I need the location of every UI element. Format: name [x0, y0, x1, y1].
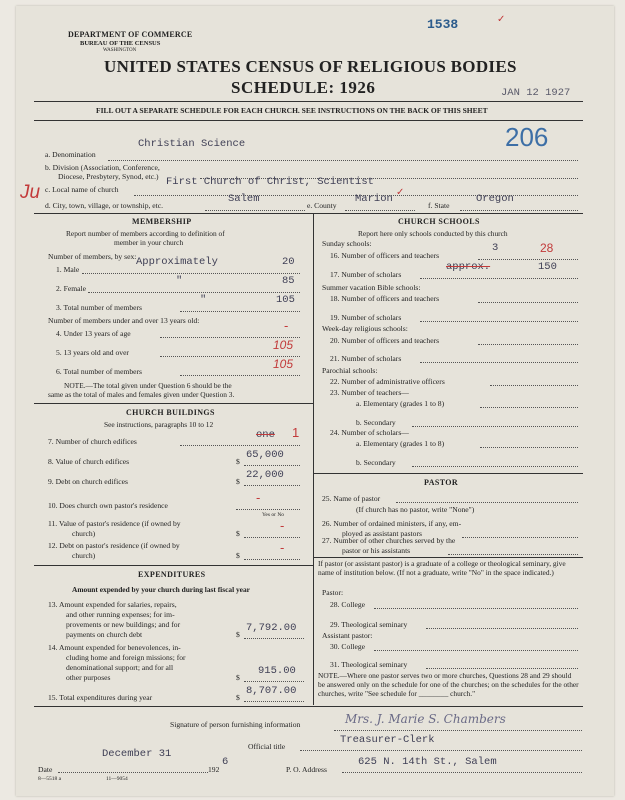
q1-line [82, 273, 300, 274]
q7-line [180, 445, 300, 446]
q3-line [180, 311, 300, 312]
q14-label-3: denominational support; and for all [66, 663, 174, 672]
q14-dollar: $ [236, 673, 240, 682]
signature-line [334, 730, 582, 731]
college-note: If pastor (or assistant pastor) is a graduate of a college or theological seminary, give name of institution below. (If not a graduate, write "No" in the space indicated.) [318, 559, 566, 577]
date-value: December 31 [102, 748, 172, 760]
expenditures-sub: Amount expended by your church during last fiscal year [72, 585, 250, 594]
q13-label-2: and other running expenses; for im- [66, 610, 175, 619]
q18-label: 18. Number of officers and teachers [330, 294, 440, 303]
buildings-heading: CHURCH BUILDINGS [126, 408, 215, 417]
q28-label: 28. College [330, 600, 366, 609]
q26-label-2: ployed as assistant pastors [342, 529, 422, 538]
q11-label: 11. Value of pastor's residence (if owned by [48, 519, 181, 528]
county-line [345, 210, 415, 211]
date-line [58, 772, 208, 773]
q12-dollar: $ [236, 551, 240, 560]
q14-label-2: cluding home and foreign missions; for [66, 653, 186, 662]
buildings-sub: See instructions, paragraphs 10 to 12 [104, 420, 214, 429]
q24a-line [480, 447, 578, 448]
membership-intro: Report number of members according to definition of [66, 229, 225, 238]
q26-line [462, 537, 578, 538]
q31-label: 31. Theological seminary [330, 660, 408, 669]
pastor-mid-rule [313, 557, 583, 558]
q10-value: - [256, 490, 261, 505]
schools-heading: CHURCH SCHOOLS [398, 217, 480, 226]
q11-dollar: $ [236, 529, 240, 538]
q12-label: 12. Debt on pastor's residence (if owned by [48, 541, 180, 550]
city-value: Salem [228, 193, 260, 205]
summer-schools-label: Summer vacation Bible schools: [322, 283, 421, 292]
q5-label: 5. 13 years old and over [56, 348, 129, 357]
county-label: e. County [307, 201, 337, 210]
q12-line [244, 559, 300, 560]
q9-dollar: $ [236, 477, 240, 486]
q11-label-2: church) [72, 529, 96, 538]
q30-line [374, 650, 578, 651]
date-received-stamp: JAN 12 1927 [501, 87, 571, 99]
q3-note: " [200, 294, 207, 306]
denomination-value: Christian Science [138, 138, 246, 150]
q16-value: 28 [540, 241, 554, 255]
signature-label: Signature of person furnishing information [170, 720, 301, 729]
church-name-value: First Church of Christ, Scientist [166, 176, 374, 188]
q17-label: 17. Number of scholars [330, 270, 402, 279]
city-label: d. City, town, village, or township, etc. [45, 201, 164, 210]
q2-line [88, 292, 300, 293]
official-title-label: Official title [248, 742, 286, 751]
address-value: 625 N. 14th St., Salem [358, 756, 497, 768]
q6-label: 6. Total number of members [56, 367, 143, 376]
q23a-label: a. Elementary (grades 1 to 8) [356, 399, 445, 408]
division-label-2: Diocese, Presbytery, Synod, etc.) [58, 172, 159, 181]
q24-label: 24. Number of scholars— [330, 428, 409, 437]
address-line [342, 772, 582, 773]
q25-label: 25. Name of pastor [322, 494, 381, 503]
footer-top-rule [34, 706, 583, 707]
q4-label: 4. Under 13 years of age [56, 329, 131, 338]
q8-label: 8. Value of church edifices [48, 457, 130, 466]
q4-value: - [284, 318, 289, 333]
q11-value: - [280, 518, 285, 533]
q23a-line [480, 407, 578, 408]
bureau-label: BUREAU OF THE CENSUS [80, 40, 161, 47]
division-label: b. Division (Association, Conference, [45, 163, 160, 172]
q16-typed: 3 [492, 242, 499, 254]
q3-value: 105 [276, 294, 295, 306]
header-rule [34, 101, 583, 102]
q6-value: 105 [273, 357, 294, 371]
expenditures-heading: EXPENDITURES [138, 570, 206, 579]
q30-label: 30. College [330, 642, 366, 651]
instruction-line: FILL OUT A SEPARATE SCHEDULE FOR EACH CHURCH. SEE INSTRUCTIONS ON THE BACK OF THIS SHEET [96, 106, 488, 115]
q10-hint: Yes or No [262, 512, 285, 518]
q5-value: 105 [273, 338, 294, 352]
date-label: Date [38, 765, 53, 774]
columns-top-rule [34, 213, 583, 214]
q17-typed: approx. [446, 261, 491, 273]
q15-line [244, 701, 304, 702]
q14-line [244, 681, 304, 682]
official-title-line [300, 750, 582, 751]
q2-note: " [176, 275, 183, 287]
q13-dollar: $ [236, 630, 240, 639]
q13-label-4: payments on church debt [66, 630, 143, 639]
q20-line [478, 344, 578, 345]
q22-label: 22. Number of administrative officers [330, 377, 445, 386]
q8-dollar: $ [236, 457, 240, 466]
q7-value: 1 [292, 425, 300, 440]
county-value: Marion [355, 193, 393, 205]
age-intro-label: Number of members under and over 13 years old: [48, 316, 200, 325]
q3-label: 3. Total number of members [56, 303, 143, 312]
membership-heading: MEMBERSHIP [132, 217, 192, 226]
q23b-label: b. Secondary [356, 418, 396, 427]
q24a-label: a. Elementary (grades 1 to 8) [356, 439, 445, 448]
location-label: WASHINGTON [103, 48, 137, 53]
q27-line [448, 554, 578, 555]
q27-label: 27. Number of other churches served by the [322, 536, 456, 545]
signature: Mrs. J. Marie S. Chambers [345, 712, 506, 726]
form-number: 8—5518 a [38, 776, 62, 782]
schools-bottom-rule [313, 473, 583, 474]
state-value: Oregon [476, 193, 514, 205]
pastor-heading: PASTOR [424, 478, 459, 487]
column-divider [313, 213, 314, 705]
city-line [205, 210, 305, 211]
q9-label: 9. Debt on church edifices [48, 477, 128, 486]
official-title-value: Treasurer-Clerk [340, 734, 435, 746]
q12-value: - [280, 540, 285, 555]
state-line [460, 210, 578, 211]
q26-label: 26. Number of ordained ministers, if any, em- [322, 519, 462, 528]
code-number-pencil: 206 [505, 122, 549, 152]
q13-label-3: provements or new buildings; and for [66, 620, 181, 629]
red-check-mark: ✓ [497, 14, 506, 25]
instruction-rule [34, 120, 583, 121]
q31-line [426, 668, 578, 669]
weekday-schools-label: Week-day religious schools: [322, 324, 408, 333]
q17-line [420, 278, 578, 279]
denomination-label: a. Denomination [45, 150, 96, 159]
q7-typed: one [256, 429, 275, 441]
q19-label: 19. Number of scholars [330, 313, 402, 322]
county-check-mark: ✓ [396, 187, 405, 198]
q11-line [244, 537, 300, 538]
membership-bottom-rule [34, 403, 313, 404]
q23b-line [412, 426, 578, 427]
q10-line [236, 509, 300, 510]
q1-value: 20 [282, 256, 295, 268]
church-name-label: c. Local name of church [45, 185, 119, 194]
q24b-line [412, 466, 578, 467]
q23-label: 23. Number of teachers— [330, 388, 409, 397]
q13-line [244, 638, 304, 639]
parochial-schools-label: Parochial schools: [322, 366, 378, 375]
q17-value: 150 [538, 261, 557, 273]
q20-label: 20. Number of officers and teachers [330, 336, 440, 345]
membership-intro-2: member in your church [114, 238, 184, 247]
department-label: DEPARTMENT OF COMMERCE [68, 30, 193, 39]
assistant-subheading: Assistant pastor: [322, 631, 373, 640]
members-by-sex-label: Number of members, by sex: [48, 252, 137, 261]
print-number: 11—9054 [106, 776, 128, 782]
q14-label-4: other purposes [66, 673, 111, 682]
q18-line [478, 302, 578, 303]
schools-intro: Report here only schools conducted by this church [358, 229, 508, 238]
q14-label: 14. Amount expended for benevolences, in- [48, 643, 181, 652]
q15-dollar: $ [236, 693, 240, 702]
q13-value: 7,792.00 [246, 622, 297, 634]
q28-line [374, 608, 578, 609]
state-label: f. State [428, 201, 450, 210]
q15-label: 15. Total expenditures during year [48, 693, 153, 702]
q7-label: 7. Number of church edifices [48, 437, 137, 446]
q16-label: 16. Number of officers and teachers [330, 251, 440, 260]
q24b-label: b. Secondary [356, 458, 396, 467]
q13-label: 13. Amount expended for salaries, repairs, [48, 600, 177, 609]
q1-label: 1. Male [56, 265, 80, 274]
schedule-title: SCHEDULE: 1926 [231, 78, 376, 97]
q14-value: 915.00 [258, 665, 296, 677]
q8-value: 65,000 [246, 449, 284, 461]
q1-note: Approximately [136, 256, 218, 268]
q21-label: 21. Number of scholars [330, 354, 402, 363]
q2-label: 2. Female [56, 284, 86, 293]
q29-label: 29. Theological seminary [330, 620, 408, 629]
membership-note-2: same as the total of males and females given under Question 3. [48, 390, 235, 399]
q25-line [396, 502, 578, 503]
form-title: UNITED STATES CENSUS OF RELIGIOUS BODIES [104, 57, 517, 76]
address-label: P. O. Address [286, 765, 327, 774]
sunday-schools-label: Sunday schools: [322, 239, 372, 248]
q10-label: 10. Does church own pastor's residence [48, 501, 168, 510]
pastor-subheading: Pastor: [322, 588, 344, 597]
year-digit: 6 [222, 756, 229, 768]
q6-line [180, 375, 300, 376]
year-prefix: 192 [208, 765, 220, 774]
q9-value: 22,000 [246, 469, 284, 481]
q16-line [478, 259, 578, 260]
q21-line [420, 362, 578, 363]
q15-value: 8,707.00 [246, 685, 297, 697]
q27-label-2: pastor or his assistants [342, 546, 411, 555]
q25-hint: (If church has no pastor, write "None") [356, 505, 475, 514]
membership-note: NOTE.—The total given under Question 6 should be the [64, 381, 232, 390]
q19-line [420, 321, 578, 322]
q12-label-2: church) [72, 551, 96, 560]
denomination-line [108, 160, 578, 161]
q29-line [426, 628, 578, 629]
q2-value: 85 [282, 275, 295, 287]
q8-line [244, 465, 300, 466]
q9-line [244, 485, 300, 486]
margin-pencil-mark: Ju [20, 182, 41, 203]
buildings-bottom-rule [34, 565, 313, 566]
q22-line [490, 385, 578, 386]
serial-number-stamp: 1538 [427, 17, 459, 32]
pastor-final-note: NOTE.—Where one pastor serves two or more churches, Questions 28 and 29 should be answered only on the schedule for one of the churches; on the schedules for the other churches, write "See schedule for ________ church." [318, 671, 579, 698]
